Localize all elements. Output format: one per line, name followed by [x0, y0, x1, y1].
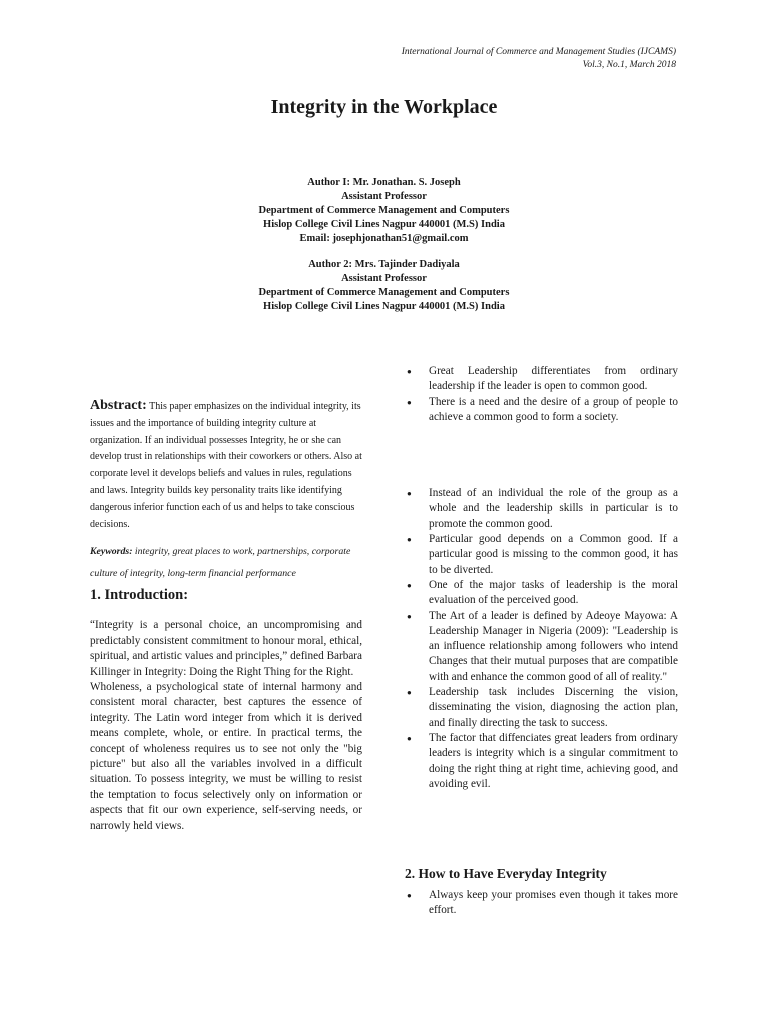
- author-1-college: Hislop College Civil Lines Nagpur 440001 (M.S) India: [263, 219, 505, 230]
- right-column: [405, 364, 678, 792]
- list-item: ● There is a need and the desire of a group of people to achieve a common good to form a society.: [405, 395, 678, 426]
- list-item: ● One of the major tasks of leadership is the moral evaluation of the perceived good.: [405, 578, 678, 609]
- author-2-name: Author 2: Mrs. Tajinder Dadiyala: [308, 259, 460, 270]
- bullet-list-1: [405, 364, 678, 425]
- author-1-name: Author I: Mr. Jonathan. S. Joseph: [307, 177, 461, 188]
- bullet-list-2: [405, 486, 678, 792]
- introduction-paragraph-1: “Integrity is a personal choice, an uncompromising and predictably consistent commitment to honour moral, ethical, spiritual, and artistic values and principles,” defined Barbara Killinger in Integrity: Doing the Right Thing for the Right.: [90, 619, 362, 678]
- keywords-text: integrity, great places to work, partnerships, corporate culture of integrity, long-term financial performance: [90, 546, 351, 580]
- list-item: ● Instead of an individual the role of the group as a whole and the leadership skills in particular is to promote the common good.: [405, 486, 678, 532]
- author-1-email: Email: josephjonathan51@gmail.com: [299, 233, 469, 244]
- author-block: [0, 176, 768, 314]
- list-item: ● Particular good depends on a Common good. If a particular good is missing to the common good, it has to be diverted.: [405, 532, 678, 578]
- author-1-position: Assistant Professor: [341, 191, 427, 202]
- journal-volume: Vol.3, No.1, March 2018: [582, 60, 676, 70]
- introduction-heading: 1. Introduction:: [90, 587, 189, 604]
- author-2-college: Hislop College Civil Lines Nagpur 440001 (M.S) India: [263, 301, 505, 312]
- list-item: ● Great Leadership differentiates from ordinary leadership if the leader is open to common good.: [405, 364, 678, 395]
- list-item: ● The Art of a leader is defined by Adeoye Mayowa: A Leadership Manager in Nigeria (2009): "Leadership is an influence relationship among followers who intend Changes that their mutual purposes that are compatible with and enhance the common good of all of reality.": [405, 609, 678, 685]
- introduction-section: [90, 587, 362, 834]
- paper-title: Integrity in the Workplace: [270, 96, 498, 118]
- introduction-paragraph-2: Wholeness, a psychological state of internal harmony and consistent moral character, best captures the essence of integrity. The Latin word integer from which it is derived means complete, whole, or entire. In practical terms, the concept of wholeness requires us to see not only the "big picture" but also all the variables involved in a difficult situation. To possess integrity, we must be willing to resist the temptation to focus selectively only on information or aspects that fit our own experience, self-serving needs, or narrowly held views.: [90, 681, 362, 832]
- section-2: [405, 864, 678, 919]
- bullet-list-3: [405, 888, 678, 919]
- journal-header: [402, 46, 676, 72]
- list-item: ● Always keep your promises even though it takes more effort.: [405, 888, 678, 919]
- keywords-label: Keywords:: [90, 546, 133, 558]
- list-item: ● Leadership task includes Discerning the vision, disseminating the vision, diagnosing the action plan, and finally directing the task to success.: [405, 685, 678, 731]
- left-column: [90, 398, 362, 834]
- abstract-label: Abstract:: [90, 398, 147, 413]
- author-2-position: Assistant Professor: [341, 273, 427, 284]
- abstract: [90, 398, 362, 533]
- keywords: [90, 541, 362, 585]
- author-2-department: Department of Commerce Management and Computers: [258, 287, 510, 298]
- section-2-heading: 2. How to Have Everyday Integrity: [405, 866, 607, 881]
- abstract-text: This paper emphasizes on the individual integrity, its issues and the importance of building integrity culture at organization. If an individual possesses Integrity, he or she can develop trust in relationships with their coworkers or others. Also at corporate level it develops beliefs and values in rules, regulations and laws. Integrity builds key personality traits like identifying dangerous inferior function each of us and helps to take conscious decisions.: [90, 401, 362, 530]
- list-item: ● The factor that diffenciates great leaders from ordinary leaders is integrity which is a singular commitment to doing the right thing at right time, achieving good, and avoiding evil.: [405, 731, 678, 792]
- author-1-department: Department of Commerce Management and Computers: [258, 205, 510, 216]
- journal-name: International Journal of Commerce and Management Studies (IJCAMS): [401, 47, 676, 57]
